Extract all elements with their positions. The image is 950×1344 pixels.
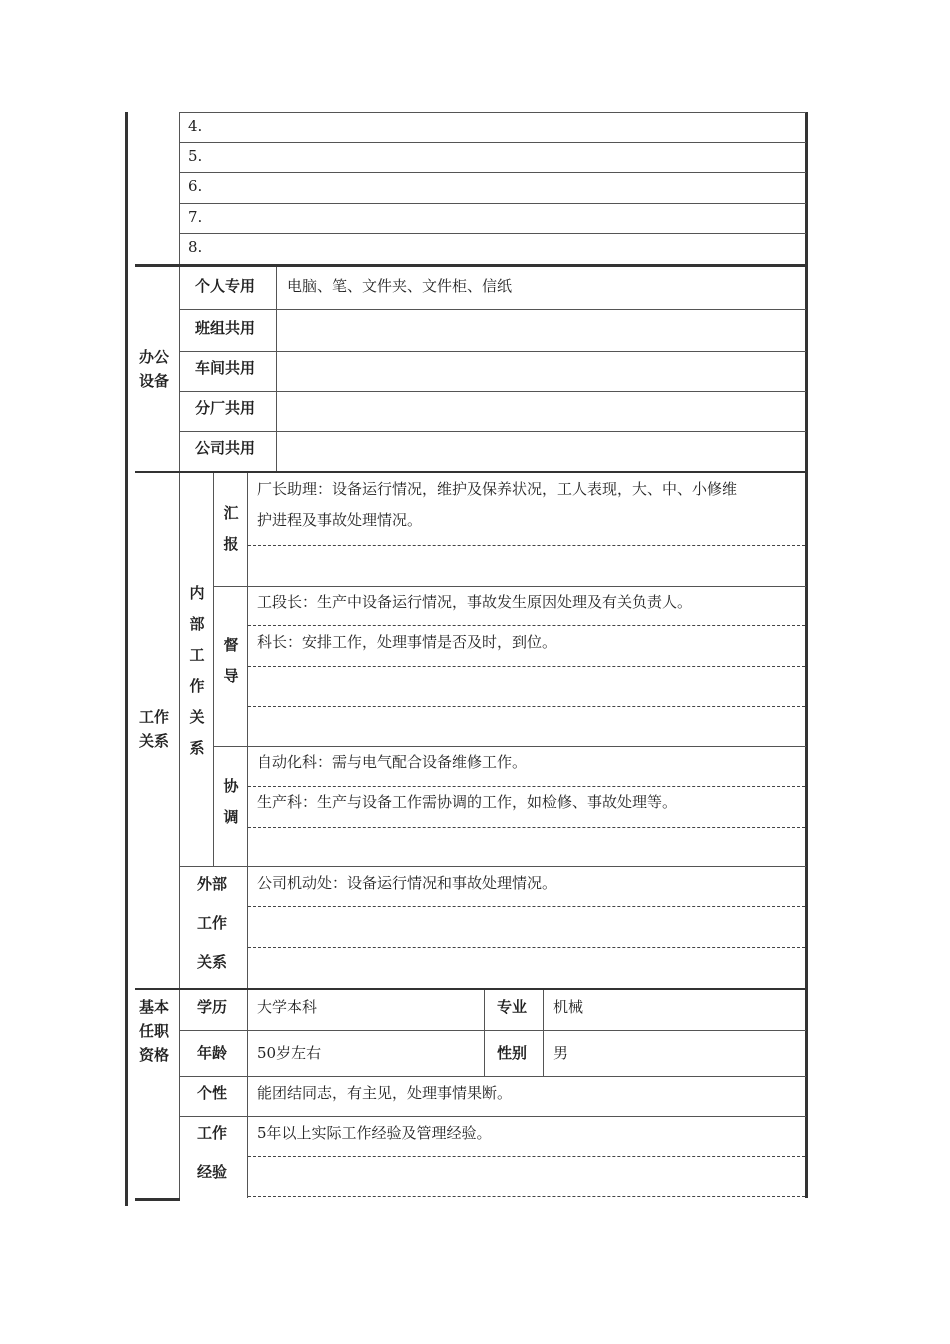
duty-item: 8. — [188, 238, 203, 256]
report-line-2: 护进程及事故处理情况。 — [257, 511, 423, 529]
supervise-label-text: 督导 — [223, 636, 239, 685]
duty-item: 4. — [188, 117, 203, 135]
qualifications-label-text: 基本任职资格 — [138, 998, 169, 1064]
report-label-text: 汇报 — [223, 504, 239, 553]
coordinate-line-1: 自动化科：需与电气配合设备维修工作。 — [257, 753, 528, 771]
coordinate-label-text: 协调 — [223, 777, 239, 826]
office-row-value-personal: 电脑、笔、文件夹、文件柜、信纸 — [287, 277, 513, 295]
external-label-line-3: 关系 — [197, 953, 228, 971]
experience-label-line-1: 工作 — [197, 1124, 228, 1142]
age-value: 50岁左右 — [257, 1044, 322, 1062]
work-relations-label — [133, 705, 175, 753]
internal-relations-label — [183, 578, 211, 764]
education-value: 大学本科 — [257, 998, 318, 1016]
office-equipment-label — [133, 345, 175, 393]
duty-item: 5. — [188, 147, 203, 165]
major-value: 机械 — [553, 998, 584, 1016]
report-label — [216, 498, 246, 560]
office-row-label-branch: 分厂共用 — [195, 399, 256, 417]
table-right-border — [805, 112, 808, 1198]
office-row-label-workshop: 车间共用 — [195, 359, 256, 377]
report-line-1: 厂长助理：设备运行情况，维护及保养状况，工人表现，大、中、小修维 — [257, 480, 738, 498]
office-row-label-company: 公司共用 — [195, 439, 256, 457]
external-line-1: 公司机动处：设备运行情况和事故处理情况。 — [257, 874, 558, 892]
supervise-line-2: 科长：安排工作，处理事情是否及时，到位。 — [257, 633, 558, 651]
duty-item: 6. — [188, 177, 203, 195]
supervise-label — [216, 630, 246, 692]
duty-item: 7. — [188, 208, 203, 226]
experience-value: 5年以上实际工作经验及管理经验。 — [257, 1124, 492, 1142]
external-label-line-1: 外部 — [197, 875, 228, 893]
coordinate-label — [216, 771, 246, 833]
internal-relations-label-text: 内部工作关系 — [189, 584, 205, 757]
gender-value: 男 — [553, 1044, 569, 1062]
personality-label: 个性 — [197, 1084, 228, 1102]
supervise-line-1: 工段长：生产中设备运行情况，事故发生原因处理及有关负责人。 — [257, 593, 693, 611]
gender-label: 性别 — [497, 1044, 528, 1062]
office-row-label-team: 班组共用 — [195, 319, 256, 337]
age-label: 年龄 — [197, 1044, 228, 1062]
work-relations-label-text: 工作关系 — [138, 708, 169, 750]
table-left-border — [125, 112, 128, 1206]
external-label-line-2: 工作 — [197, 914, 228, 932]
major-label: 专业 — [497, 998, 528, 1016]
office-equipment-label-text: 办公设备 — [138, 348, 169, 390]
experience-label-line-2: 经验 — [197, 1163, 228, 1181]
personality-value: 能团结同志，有主见，处理事情果断。 — [257, 1084, 513, 1102]
office-row-label-personal: 个人专用 — [195, 277, 256, 295]
education-label: 学历 — [197, 998, 228, 1016]
coordinate-line-2: 生产科：生产与设备工作需协调的工作，如检修、事故处理等。 — [257, 793, 678, 811]
qualifications-label — [133, 995, 175, 1067]
